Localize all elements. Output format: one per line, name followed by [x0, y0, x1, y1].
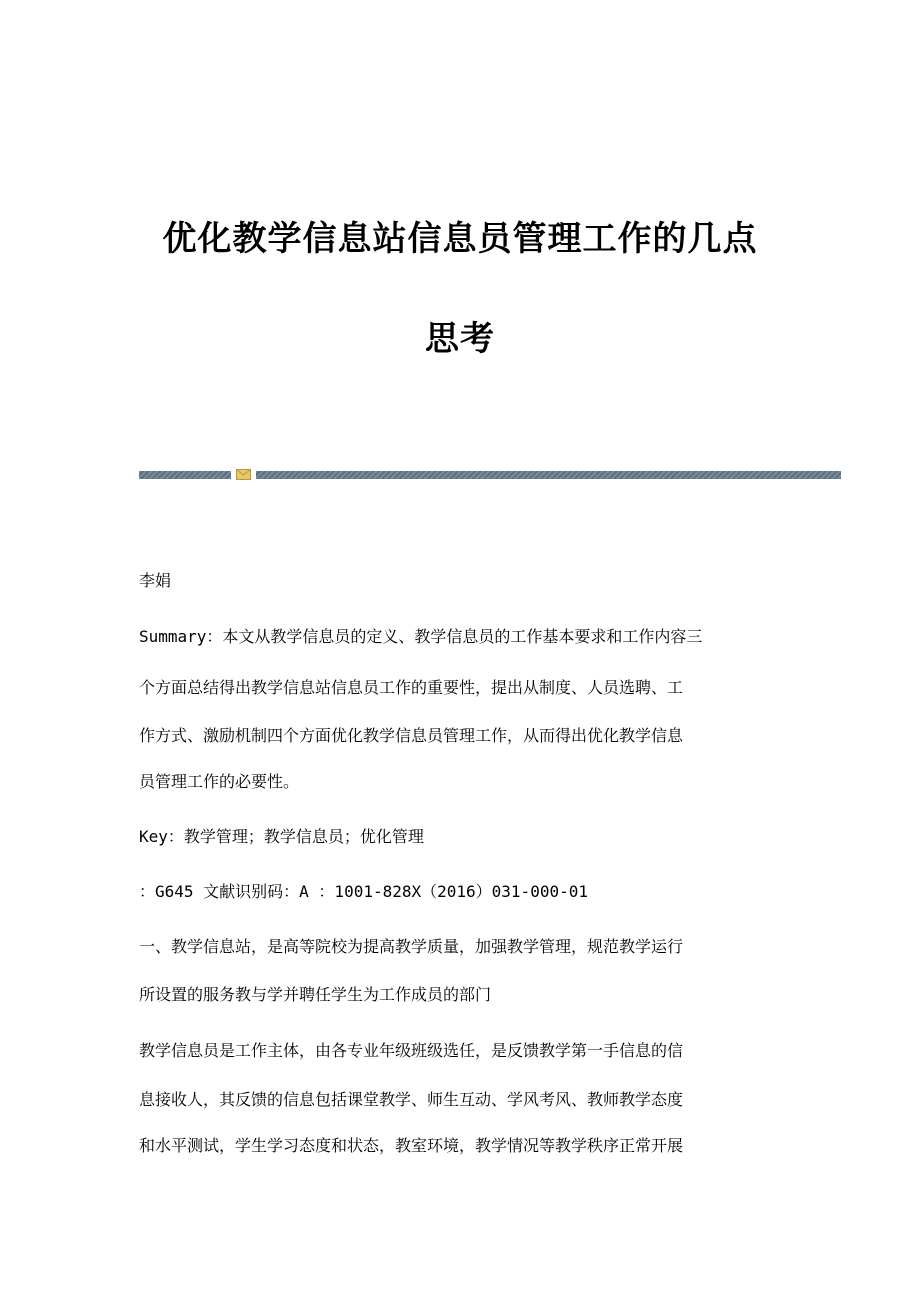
paragraph-1-line-2: 息接收人，其反馈的信息包括课堂教学、师生互动、学风考风、教师教学态度	[139, 1090, 684, 1109]
paragraph-1-line-3: 和水平测试，学生学习态度和状态，教室环境，教学情况等教学秩序正常开展	[139, 1136, 684, 1155]
document-title-line-2: 思考	[425, 319, 495, 359]
section-1-heading-line-1: 一、教学信息站，是高等院校为提高教学质量，加强教学管理，规范教学运行	[139, 937, 684, 956]
summary-line-1: Summary：本文从教学信息员的定义、教学信息员的工作基本要求和工作内容三	[139, 627, 703, 646]
author-name: 李娟	[139, 571, 172, 590]
classification-line: ：G645 文献识别码：A ：1001-828X（2016）031-000-01	[139, 882, 588, 901]
summary-line-2: 个方面总结得出教学信息站信息员工作的重要性，提出从制度、人员选聘、工	[139, 678, 684, 697]
title-divider	[139, 471, 841, 479]
divider-bar-left	[139, 471, 231, 479]
keywords-line: Key：教学管理；教学信息员；优化管理	[139, 827, 424, 846]
document-title-line-1: 优化教学信息站信息员管理工作的几点	[162, 219, 758, 259]
envelope-icon	[236, 469, 251, 480]
section-1-heading-line-2: 所设置的服务教与学并聘任学生为工作成员的部门	[139, 985, 492, 1004]
paragraph-1-line-1: 教学信息员是工作主体，由各专业年级班级选任，是反馈教学第一手信息的信	[139, 1041, 684, 1060]
divider-bar-right	[256, 471, 841, 479]
summary-line-3: 作方式、激励机制四个方面优化教学信息员管理工作，从而得出优化教学信息	[139, 726, 684, 745]
summary-line-4: 员管理工作的必要性。	[139, 772, 300, 791]
